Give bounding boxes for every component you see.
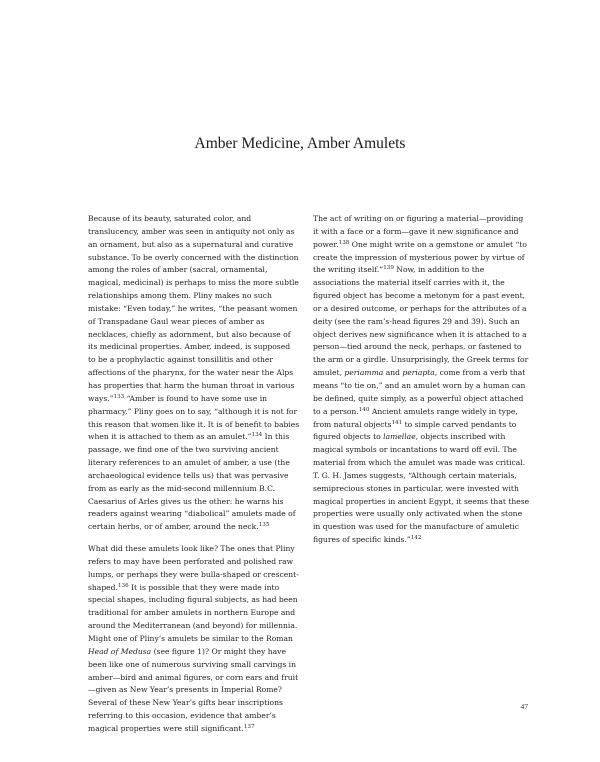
text-run: Now, in addition to the associations the material itself carries with it, the figured object has become a metonym for a past event, or a desired outcome, or perhaps for the attributes of a deity (see the ram’s-head figures 29 and 39). Such an object derives new significance when it is attached to a person—tied around the neck, perhaps, or fastened to the arm or a girdle. Unsurprisingly, the Greek terms for amulet, (313, 265, 529, 378)
text-run: It is possible that they were made into special shapes, including figural subjects, as had been traditional for amber amulets in northern Europe and around the Mediterranean (and beyond) for millennia. Might one of Pliny’s amulets be similar to the Roman (88, 582, 298, 643)
footnote-ref: 140 (358, 406, 370, 413)
text-run: What did these amulets look like? The ones that Pliny refers to may have been perforated and polished raw lumps, or perhaps they were bulla-shaped or crescent-shaped. (88, 544, 299, 592)
footnote-ref: 141 (391, 419, 403, 426)
text-run: and (383, 368, 403, 378)
footnote-ref: 136 (117, 582, 129, 589)
italic-term: periamma (344, 368, 384, 378)
page-number: 47 (520, 702, 528, 711)
italic-term: lamellae (383, 432, 416, 442)
page-title: Amber Medicine, Amber Amulets (194, 135, 406, 152)
text-run: “Amber is found to have some use in pharmacy,” Pliny goes on to say, “although it is not for this reason that women like it. It is of benefit to babies when it is attached to them as an amulet.” (88, 393, 300, 442)
text-run: Ancient amulets range widely in type, from natural objects (313, 406, 518, 429)
footnote-ref: 134 (251, 432, 263, 439)
text-run: (see figure 1)? Or might they have been like one of numerous surviving small carvings in amber—bird and animal figures, or corn ears and fruit—given as New Year’s presents in Imperial Rome? Several of these New Year’s gifts bear inscriptions referring to this occasion, evidence that amber’s magical properties were still significant. (88, 646, 299, 733)
footnote-ref: 139 (383, 265, 394, 272)
right-column (313, 213, 531, 547)
paragraph-amber-medicine (88, 213, 300, 534)
paragraph-amulet-appearance (88, 543, 300, 736)
text-run: One might write on a gemstone or amulet “to create the impression of mysterious power by virtue of the writing itself.” (313, 239, 527, 275)
italic-term: periapta (402, 368, 435, 378)
left-column (88, 213, 300, 736)
footnote-ref: 138 (338, 239, 350, 246)
italic-title: Head of Medusa (88, 646, 152, 656)
footnote-ref: 133 (113, 393, 125, 400)
text-run: Because of its beauty, saturated color, and translucency, amber was seen in antiquity not only as an ornament, but also as a supernatural and curative substance. To be overly concerned with the distinction among the roles of amber (sacral, ornamental, magical, medicinal) is perhaps to miss the more subtle relationships among them. Pliny makes no such mistake: “Even today,” he writes, “the peasant women of Transpadane Gaul wear pieces of amber as necklaces, chiefly as adornment, but also because of its medicinal properties. Amber, indeed, is supposed to be a prophylactic against tonsillitis and other affections of the pharynx, for the water near the Alps has properties that harm the human throat in various ways.” (88, 214, 299, 403)
footnote-ref: 135 (258, 522, 270, 529)
text-run: , come from a verb that means “to tie on,” and an amulet worn by a human can be defined, quite simply, as a powerful object attached to a person. (313, 368, 526, 416)
footnote-ref: 137 (243, 723, 255, 730)
footnote-ref: 142 (410, 535, 422, 542)
text-run: In this passage, we find one of the two surviving ancient literary references to an amulet of amber, a use (the archaeological evidence tells us) that was pervasive from as early as the mid-second millennium B.C. Caesarius of Arles gives us the other: he warns his readers against wearing “diabolical” amulets made of certain herbs, or of amber, around the neck. (88, 432, 296, 532)
text-run: The act of writing on or figuring a material—providing it with a face or a form—gave it new significance and power. (313, 214, 524, 249)
text-run: , objects inscribed with magical symbols or incantations to ward off evil. The material from which the amulet was made was critical. T. G. H. James suggests, “Although certain materials, semiprecious stones in particular, were invested with magical properties in ancient Egypt, it seems that these properties were usually only activated when the stone in question was used for the manufacture of amuletic figures of specific kinds.” (313, 432, 530, 545)
text-run: to simple carved pendants to figured objects to (313, 419, 517, 442)
paragraph-writing-figuring (313, 213, 531, 547)
